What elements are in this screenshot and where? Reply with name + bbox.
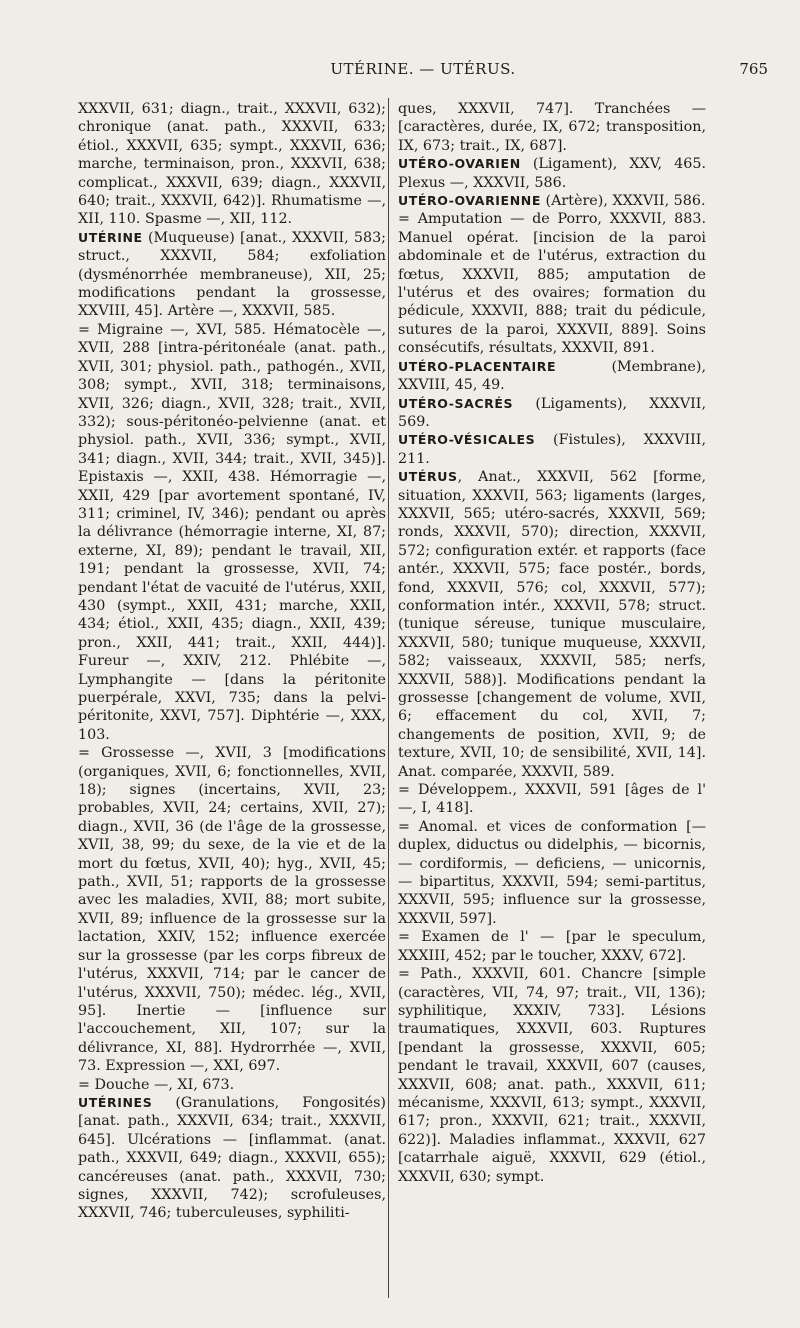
- entry-text: (Muqueuse) [anat., XXXVII, 583; struct., XXXVII, 584; exfoliation (dysménorrhée membraneuse), XII, 25; modifications pendant la grossesse, XXVIII, 45]. Artère —, XXXVII, 585.: [78, 229, 386, 320]
- right-column: [398, 100, 706, 1186]
- left-column: [78, 100, 386, 1223]
- entry-headword: UTÉRO-VÉSICALES: [398, 432, 536, 448]
- index-entry: [78, 744, 386, 1075]
- index-entry: [398, 965, 706, 1186]
- page-number: 765: [739, 60, 768, 78]
- entry-text: = Path., XXXVII, 601. Chancre [simple (caractères, VII, 74, 97; trait., VII, 136); syphilitique, XXXIV, 733]. Lésions traumatiques, XXXVII, 603. Ruptures [pendant la grossesse, XXXVII, 605; pendant le travail, XXXVII, 607 (causes, XXXVII, 608; anat. path., XXXVII, 611; mécanisme, XXXVII, 613; sympt., XXXVII, 617; pron., XXXVII, 621; trait., XXXVII, 622)]. Maladies inflammat., XXXVII, 627 [catarrhale aiguë, XXXVII, 629 (étiol., XXXVII, 630; sympt.: [398, 966, 706, 1185]
- entry-text: (Fistules), XXXVIII, 211.: [398, 432, 706, 467]
- entry-text: = Examen de l' — [par le speculum, XXXIII, 452; par le toucher, XXXV, 672].: [398, 929, 706, 964]
- index-entry: [398, 431, 706, 468]
- entry-text: (Ligament), XXV, 465. Plexus —, XXXVII, 586.: [398, 156, 706, 191]
- page-header: [78, 60, 768, 84]
- index-entry: [398, 468, 706, 781]
- index-entry: [78, 229, 386, 321]
- entry-text: , Anat., XXXVII, 562 [forme, situation, XXXVII, 563; ligaments (larges, XXXVII, 565; utéro-sacrés, XXXVII, 569; ronds, XXXVII, 570); direction, XXXVII, 572; configuration extér. et rapports (face antér., XXXVII, 575; face postér., bords, fond, XXXVII, 576; col, XXXVII, 577); conformation intér., XXXVII, 578; struct. (tunique séreuse, tunique musculaire, XXXVII, 580; tunique muqueuse, XXXVII, 582; vaisseaux, XXXVII, 585; nerfs, XXXVII, 588)]. Modifications pendant la grossesse [changement de volume, XVII, 6; effacement du col, XVII, 7; changements de position, XVII, 9; de texture, XVII, 10; de sensibilité, XVII, 14]. Anat. comparée, XXXVII, 589.: [398, 469, 706, 780]
- entry-text: = Douche —, XI, 673.: [78, 1076, 235, 1093]
- index-entry: [398, 155, 706, 192]
- index-entry: [398, 928, 706, 965]
- entry-text: (Ligaments), XXXVII, 569.: [398, 395, 706, 430]
- entry-headword: UTÉRO-PLACENTAIRE: [398, 358, 557, 374]
- index-entry: [78, 1094, 386, 1223]
- index-entry: [398, 210, 706, 357]
- entry-headword: UTÉRINES: [78, 1094, 153, 1110]
- entry-text: ques, XXXVII, 747]. Tranchées — [caractères, durée, IX, 672; transposition, IX, 673; trait., IX, 687].: [398, 101, 706, 154]
- index-entry: [78, 321, 386, 744]
- entry-headword: UTÉRO-SACRÉS: [398, 395, 514, 411]
- entry-text: (Granulations, Fongosités) [anat. path., XXXVII, 634; trait., XXXVII, 645]. Ulcérations — [inflammat. (anat. path., XXXVII, 649; diagn., XXXVII, 655); cancéreuses (anat. path., XXXVII, 730; signes, XXXVII, 742); scrofuleuses, XXXVII, 746; tuberculeuses, syphiliti-: [78, 1094, 386, 1222]
- entry-text: XXXVII, 631; diagn., trait., XXXVII, 632); chronique (anat. path., XXXVII, 633; étiol., XXXVII, 635; sympt., XXXVII, 636; marche, terminaison, pron., XXXVII, 638; complicat., XXXVII, 639; diagn., XXXVII, 640; trait., XXXVII, 642)]. Rhumatisme —, XII, 110. Spasme —, XII, 112.: [78, 101, 386, 228]
- index-entry: [398, 781, 706, 818]
- index-entry: [398, 192, 706, 210]
- index-entry: [78, 100, 386, 229]
- entry-text: (Artère), XXXVII, 586.: [540, 193, 706, 210]
- entry-text: = Amputation — de Porro, XXXVII, 883. Manuel opérat. [incision de la paroi abdominale et de l'utérus, extraction du fœtus, XXXVII, 885; amputation de l'utérus et des ovaires; formation du pédicule, XXXVII, 888; trait du pédicule, sutures de la paroi, XXXVII, 889]. Soins consécutifs, résultats, XXXVII, 891.: [398, 211, 706, 357]
- entry-headword: UTÉRO-OVARIENNE: [398, 193, 541, 209]
- index-entry: [398, 100, 706, 155]
- entry-text: (Membrane), XXVIII, 45, 49.: [398, 358, 706, 394]
- index-entry: [398, 358, 706, 395]
- index-entry: [398, 395, 706, 432]
- entry-text: = Grossesse —, XVII, 3 [modifications (organiques, XVII, 6; fonctionnelles, XVII, 18); signes (incertains, XVII, 23; probables, XVII, 24; certains, XVII, 27); diagn., XVII, 36 (de l'âge de la grossesse, XVII, 38, 99; du sexe, de la vie et de la mort du fœtus, XVII, 40); hyg., XVII, 45; path., XVII, 51; rapports de la grossesse avec les maladies, XVII, 88; mort subite, XVII, 89; influence de la grossesse sur la lactation, XXIV, 152; influence exercée sur la grossesse (par les corps fibreux de l'utérus, XXXVII, 714; par le cancer de l'utérus, XXXVII, 750); médec. lég., XVII, 95]. Inertie — [influence sur l'accouchement, XII, 107; sur la délivrance, XI, 88]. Hydrorrhée —, XVII, 73. Expression —, XXI, 697.: [78, 745, 386, 1075]
- index-entry: [398, 818, 706, 928]
- entry-text: = Développem., XXXVII, 591 [âges de l' —, I, 418].: [398, 782, 706, 817]
- entry-headword: UTÉRO-OVARIEN: [398, 156, 521, 172]
- entry-headword: UTÉRINE: [78, 229, 143, 245]
- running-title: UTÉRINE. — UTÉRUS.: [330, 60, 516, 78]
- entry-headword: UTÉRUS: [398, 469, 458, 485]
- entry-text: = Migraine —, XVI, 585. Hématocèle —, XVII, 288 [intra-péritonéale (anat. path., XVII, 301; physiol. path., pathogén., XVII, 308; sympt., XVII, 318; terminaisons, XVII, 326; diagn., XVII, 328; trait., XVII, 332); sous-péritonéo-pelvienne (anat. et physiol. path., XVII, 336; sympt., XVII, 341; diagn., XVII, 344; trait., XVII, 345)]. Epistaxis —, XXII, 438. Hémorragie —, XXII, 429 [par avortement spontané, IV, 311; criminel, IV, 346); pendant ou après la délivrance (hémorragie interne, XI, 87; externe, XI, 89); pendant le travail, XII, 191; pendant la grossesse, XVII, 74; pendant l'état de vacuité de l'utérus, XXII, 430 (sympt., XXII, 431; marche, XXII, 434; étiol., XXII, 435; diagn., XXII, 439; pron., XXII, 441; trait., XXII, 444)]. Fureur —, XXIV, 212. Phlébite —, Lymphangite — [dans la péritonite puerpérale, XXVI, 735; dans la pelvi-péritonite, XXVI, 757]. Diphtérie —, XXX, 103.: [78, 321, 386, 743]
- index-entry: [78, 1076, 386, 1094]
- column-divider: [388, 98, 389, 1298]
- entry-text: = Anomal. et vices de conformation [— duplex, diductus ou didelphis, — bicornis, — cordiformis, — deficiens, — unicornis, — bipartitus, XXXVII, 594; semi-partitus, XXXVII, 595; influence sur la grossesse, XXXVII, 597].: [398, 818, 706, 927]
